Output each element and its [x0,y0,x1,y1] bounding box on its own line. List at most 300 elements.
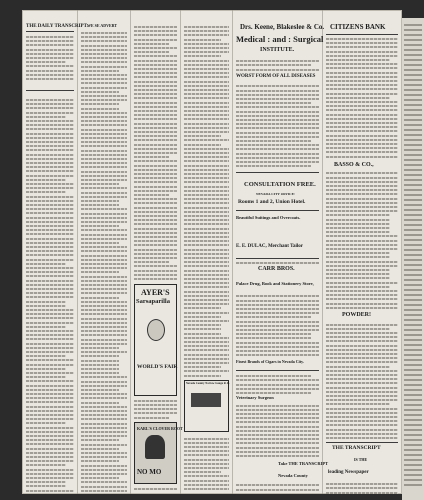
text-line [134,274,177,276]
text-line [81,406,127,408]
text-line [81,326,127,328]
karls-ad: KARL'S CLOVER ROOT NO MO [134,422,177,484]
text-line [184,93,229,95]
doctors-institute: INSTITUTE. [260,47,295,53]
text-line [326,294,398,296]
text-line [184,144,221,146]
text-line [81,452,127,454]
text-line [326,46,398,48]
text-line [236,136,319,138]
text-line [326,231,390,233]
text-line [404,369,422,371]
text-line [134,76,177,78]
text-line [81,45,127,47]
text-line [26,309,74,311]
text-line [236,413,319,415]
text-line [26,183,74,185]
text-line [81,267,127,269]
text-line [184,257,229,259]
text-line [236,392,311,394]
text-line [184,55,221,57]
text-line [404,119,422,121]
text-line [404,409,422,411]
text-line [134,135,177,137]
the-transcript-footer: THE TRANSCRIPT [332,445,381,451]
text-line [404,104,422,106]
text-line [81,208,127,210]
text-line [326,340,398,342]
text-line [134,211,177,213]
adjacent-page-strip [402,18,424,500]
text-line [326,244,398,246]
text-line [134,97,177,99]
text-line [326,412,398,414]
text-line [184,169,229,171]
text-line [81,381,127,383]
text-line [184,446,229,448]
text-line [26,313,74,315]
text-line [184,85,229,87]
text-line [326,147,398,149]
text-line [404,49,422,51]
text-line [81,402,119,404]
text-line [326,240,398,242]
text-line [326,156,398,158]
text-line [184,312,229,314]
text-line [81,309,127,311]
text-line [26,334,74,336]
text-line [326,492,398,494]
text-line [404,469,422,471]
text-line [404,54,422,56]
text-line [81,145,127,147]
text-line [26,406,74,408]
text-line [26,179,66,181]
text-line [26,448,74,450]
text-line [81,465,127,467]
text-line [326,151,398,153]
text-line [26,221,74,223]
column-3 [132,22,183,486]
text-line [81,297,119,299]
text-line [236,148,319,150]
text-line [236,346,319,348]
text-line [184,354,229,356]
text-line [184,211,229,213]
text-line [326,416,398,418]
text-line [236,115,319,117]
text-line [184,282,229,284]
text-line [81,74,127,76]
text-line [404,139,422,141]
text-line [81,280,127,282]
text-line [326,93,398,95]
text-line [184,454,229,456]
text-line [184,291,229,293]
text-line [404,414,422,416]
doctors-name: Drs. Keene, Blakeslee & Co. [240,23,325,31]
text-line [184,333,221,335]
text-line [236,300,319,302]
text-line [236,455,319,457]
text-line [81,53,127,55]
text-line [404,179,422,181]
text-line [26,427,74,429]
column-1 [24,22,88,486]
text-line [184,337,229,339]
text-line [404,239,422,241]
column-2 [79,22,129,486]
text-line [26,112,74,114]
text-line [134,156,169,158]
text-line [184,303,229,305]
text-line [184,131,229,133]
text-line [184,60,229,62]
text-line [236,161,319,163]
text-line [326,336,398,338]
column-7: CITIZENS BANK BASSO & CO., POWDER! THE TRANSCRIPT IS THE leading Newspaper [324,22,400,486]
text-line [81,339,127,341]
text-line [26,99,74,101]
text-line [236,409,319,411]
text-line [326,374,398,376]
text-line [404,454,422,456]
text-line [81,175,127,177]
text-line [134,152,177,154]
text-line [81,435,127,437]
doctors-tagline: Medical : and : Surgical [236,34,324,44]
text-line [81,397,127,399]
text-line [26,456,74,458]
text-line [236,434,319,436]
text-line [326,395,398,397]
text-line [184,438,229,440]
text-line [81,78,127,80]
text-line [134,144,177,146]
text-line [184,240,229,242]
text-line [404,234,422,236]
text-line [26,120,74,122]
text-line [26,137,74,139]
text-line [326,273,390,275]
text-line [81,133,127,135]
text-line [26,107,74,109]
ayers-ad: AYER'S Sarsaparilla WORLD'S FAIR [134,284,177,396]
text-line [26,477,74,479]
text-line [81,120,127,122]
text-line [326,67,398,69]
text-line [81,292,127,294]
text-line [81,481,127,483]
text-line [326,38,398,40]
text-line [26,338,74,340]
text-line [26,435,74,437]
text-line [184,265,229,267]
text-line [26,233,74,235]
text-line [81,305,127,307]
text-line [184,194,229,196]
text-line [81,469,127,471]
text-line [326,286,390,288]
text-line [404,44,422,46]
text-line [26,141,74,143]
text-line [26,267,74,269]
text-line [26,250,74,252]
text-line [404,244,422,246]
text-line [184,228,229,230]
text-line [81,103,119,105]
text-line [184,207,229,209]
text-line [184,152,229,154]
text-line [236,337,311,339]
text-line [184,181,229,183]
text-line [326,181,398,183]
text-line [134,219,177,221]
text-line [134,123,177,125]
text-line [236,102,311,104]
text-line [236,98,319,100]
text-line [184,39,221,41]
text-line [81,82,127,84]
text-line [184,459,229,461]
text-line [26,330,74,332]
text-line [404,214,422,216]
text-line [134,169,177,171]
text-line [184,160,229,162]
text-line [236,94,319,96]
text-line [81,360,119,362]
text-line [81,477,119,479]
text-line [236,321,319,323]
text-line [134,148,177,150]
text-line [81,40,127,42]
text-line [404,329,422,331]
text-line [404,109,422,111]
text-line [26,78,74,80]
text-line [26,452,74,454]
text-line [184,244,229,246]
text-line [326,126,398,128]
text-line [81,229,127,231]
text-line [326,248,398,250]
text-line [26,44,74,46]
text-line [404,399,422,401]
text-line [404,479,422,481]
text-line [26,175,74,177]
text-line [236,262,319,264]
text-line [184,123,229,125]
text-line [26,238,74,240]
text-line [26,305,66,307]
text-line [236,438,319,440]
text-line [26,385,74,387]
text-line [134,257,177,259]
text-line [326,429,398,431]
text-line [134,60,177,62]
text-line [134,228,177,230]
text-line [81,246,127,248]
text-line [326,130,398,132]
text-line [184,64,229,66]
text-line [404,274,422,276]
text-line [236,153,319,155]
text-line [26,166,74,168]
text-line [404,149,422,151]
text-line [26,355,66,357]
text-line [81,36,127,38]
text-line [134,488,177,490]
text-line [81,192,127,194]
text-line [184,219,229,221]
text-line [81,204,119,206]
text-line [326,437,398,439]
text-line [326,265,398,267]
text-line [81,112,127,114]
text-line [404,84,422,86]
text-line [184,97,229,99]
text-line [81,318,127,320]
text-line [81,129,127,131]
text-line [134,198,177,200]
text-line [236,132,319,134]
text-line [326,391,398,393]
text-line [134,408,177,410]
text-line [26,284,74,286]
text-line [236,127,319,129]
text-line [404,204,422,206]
text-line [81,427,127,429]
text-line [404,264,422,266]
text-line [134,110,177,112]
text-line [81,32,127,34]
text-line [404,94,422,96]
text-line [184,139,229,141]
text-line [236,111,319,113]
text-line [184,34,229,36]
text-line [134,102,177,104]
text-line [184,190,229,192]
text-line [134,139,177,141]
text-line [26,473,74,475]
text-line [134,270,177,272]
text-line [134,39,177,41]
text-line [236,350,319,352]
text-line [26,389,74,391]
text-line [404,334,422,336]
text-line [404,254,422,256]
train-icon [191,393,221,407]
text-line [236,119,319,121]
text-line [81,490,127,492]
text-line [81,276,127,278]
text-line [404,389,422,391]
text-line [326,403,390,405]
text-line [134,55,177,57]
text-line [326,72,398,74]
text-line [326,282,398,284]
text-line [404,69,422,71]
text-line [134,261,169,263]
text-line [326,424,398,426]
text-line [326,261,398,263]
text-line [326,269,390,271]
text-line [26,196,74,198]
text-line [81,448,119,450]
text-line [326,143,398,145]
text-line [81,61,127,63]
text-line [236,489,319,491]
text-line [26,271,74,273]
text-line [236,157,319,159]
text-line [404,324,422,326]
text-line [326,76,398,78]
text-line [26,326,66,328]
text-line [26,187,74,189]
text-line [404,59,422,61]
text-line [184,328,221,330]
text-line [81,179,127,181]
text-line [184,51,229,53]
text-line [404,184,422,186]
text-line [404,154,422,156]
text-line [184,249,229,251]
text-line [404,394,422,396]
text-line [81,460,119,462]
text-line [81,376,127,378]
text-line [404,434,422,436]
text-line [404,279,422,281]
text-line [326,345,398,347]
text-line [81,418,127,420]
text-line [236,316,311,318]
text-line [81,137,127,139]
text-line [81,322,127,324]
text-line [26,359,74,361]
text-line [326,193,398,195]
text-line [81,242,119,244]
text-line [26,40,74,42]
text-line [184,173,229,175]
text-line [184,68,229,70]
text-line [326,101,398,103]
text-line [81,385,127,387]
text-line [326,370,398,372]
text-line [134,417,169,419]
text-line [326,97,390,99]
text-line [184,366,221,368]
text-line [134,64,177,66]
text-line [26,49,74,51]
text-line [404,169,422,171]
text-line [26,154,74,156]
text-line [26,422,66,424]
text-line [184,488,229,490]
text-line [404,194,422,196]
text-line [184,81,229,83]
text-line [134,131,177,133]
text-line [26,229,74,231]
text-line [404,319,422,321]
text-line [134,404,177,406]
text-line [134,215,177,217]
text-line [134,106,177,108]
text-line [404,99,422,101]
text-line [184,30,229,32]
text-line [26,124,74,126]
text-line [184,177,229,179]
text-line [404,124,422,126]
text-line [26,263,66,265]
